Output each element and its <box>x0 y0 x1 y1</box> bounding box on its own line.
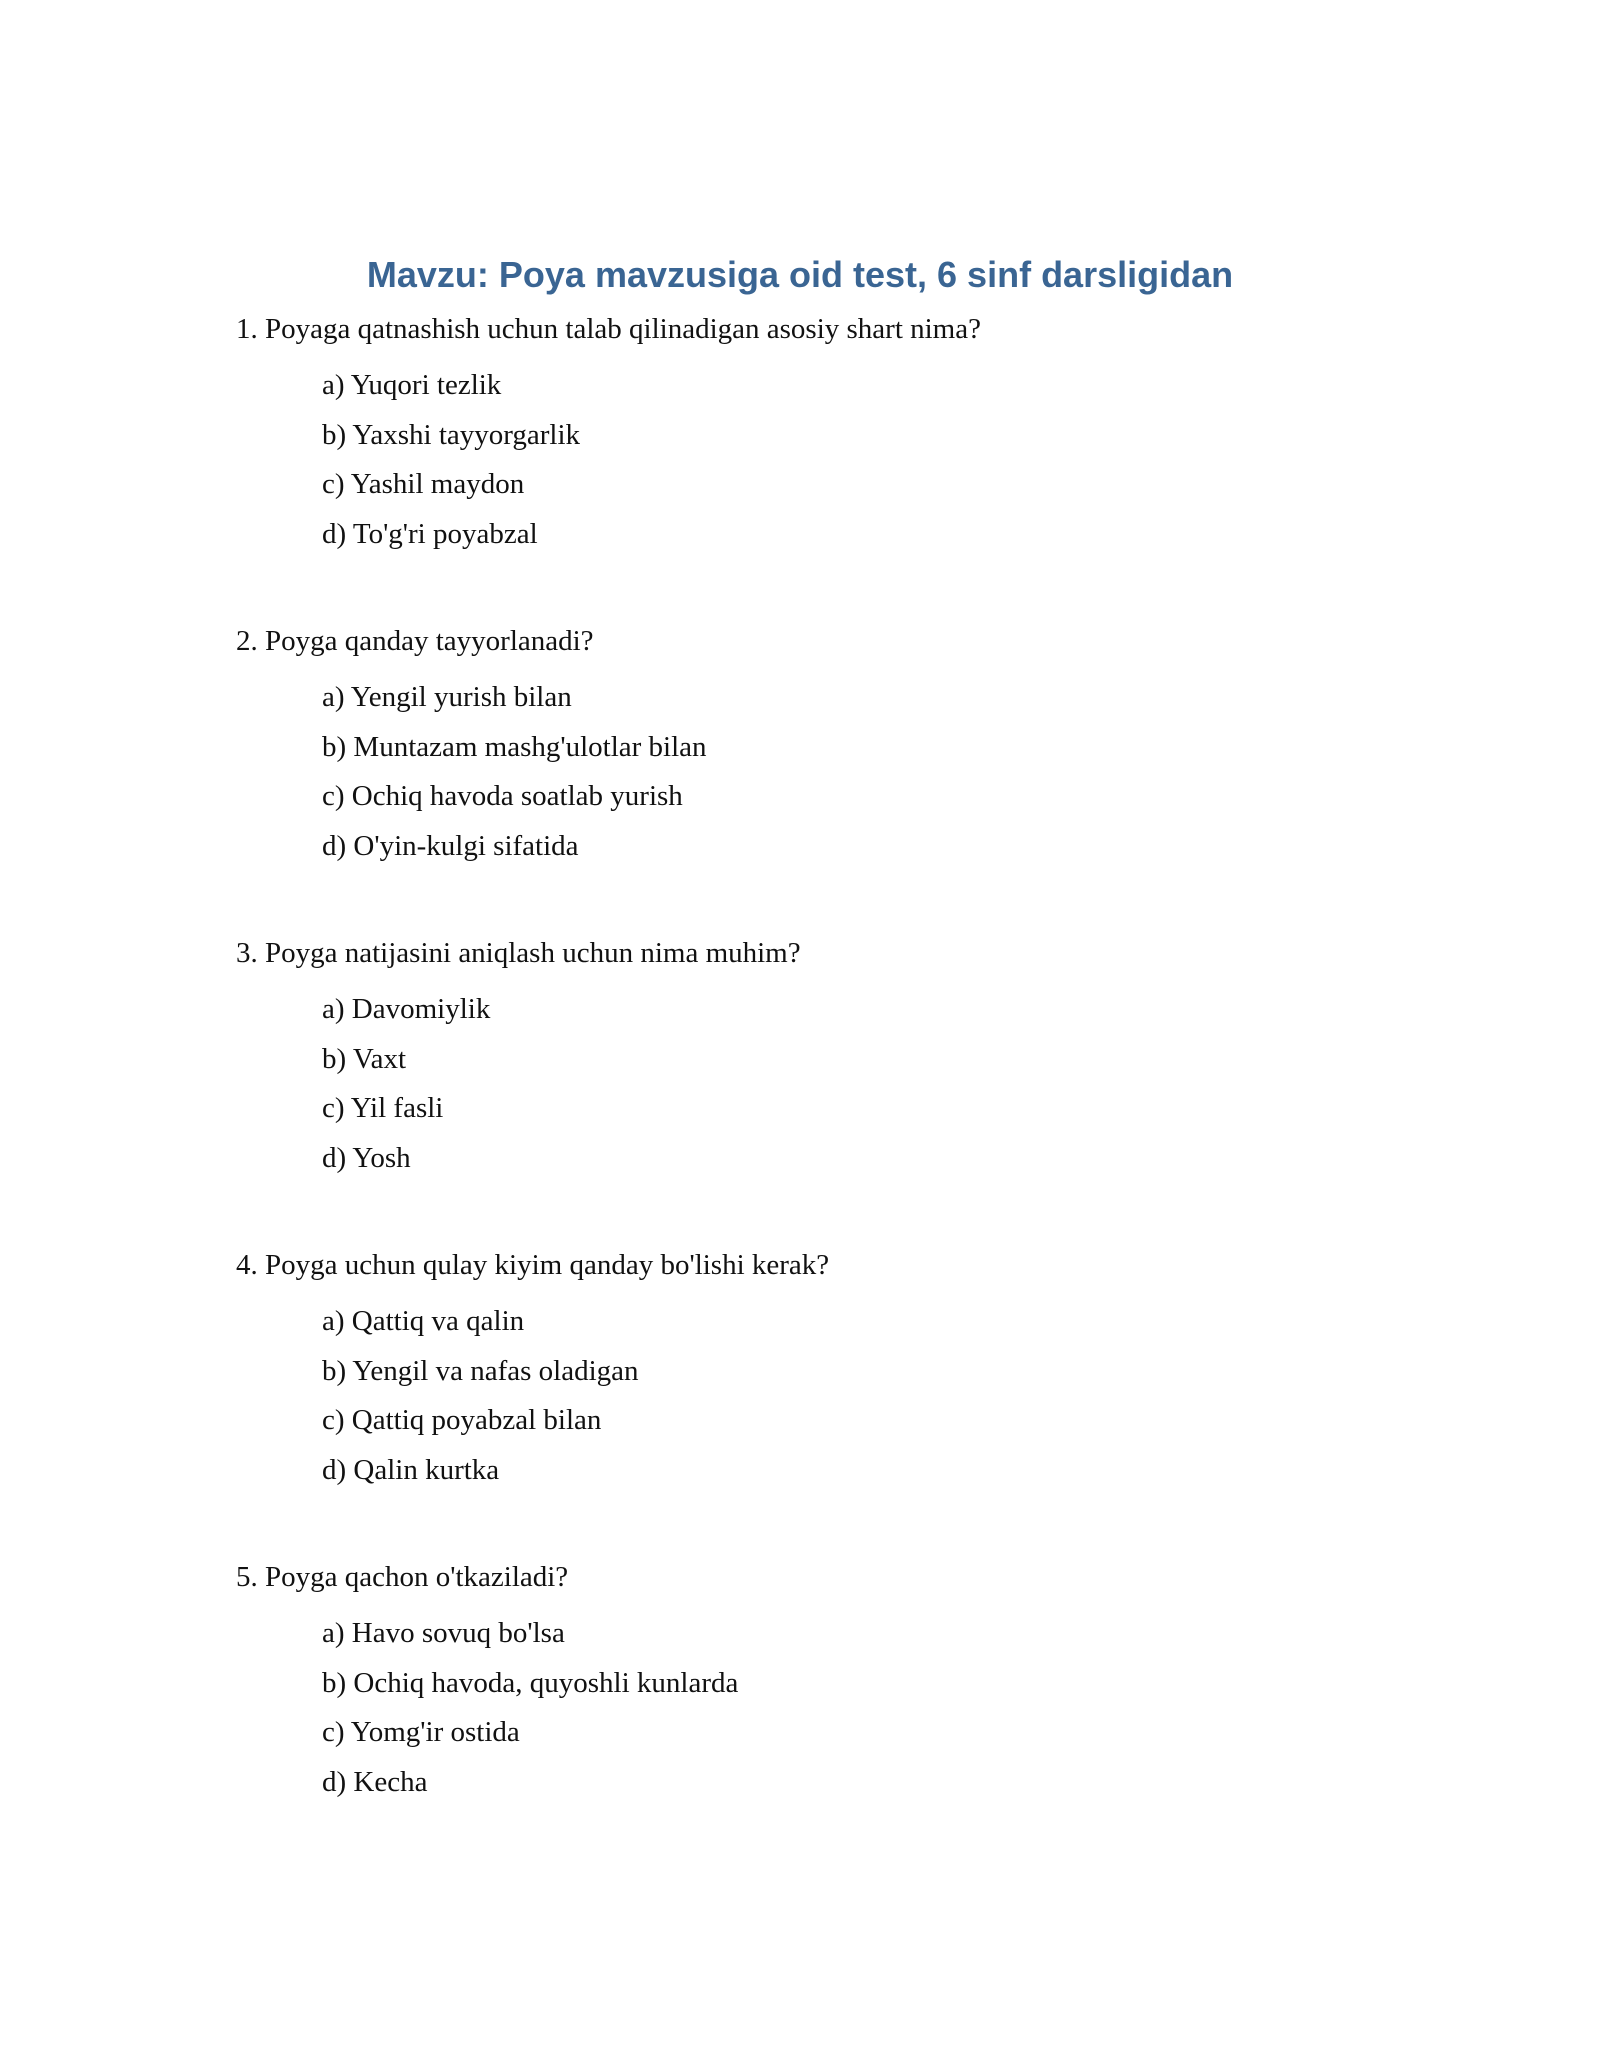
answer-option-c: c) Yomg'ir ostida <box>322 1716 520 1748</box>
answer-options <box>236 1297 1436 1495</box>
answer-option-a: a) Yuqori tezlik <box>322 369 502 401</box>
question-list <box>236 305 1436 1865</box>
answer-option-d: d) To'g'ri poyabzal <box>322 517 538 550</box>
document-title: Mavzu: Poya mavzusiga oid test, 6 sinf darsligidan <box>366 254 1234 295</box>
question-text: 5. Poyga qachon o'tkaziladi? <box>236 1561 569 1593</box>
answer-option-a: a) Davomiylik <box>322 993 491 1025</box>
answer-options <box>236 985 1436 1183</box>
question-text: 1. Poyaga qatnashish uchun talab qilinadigan asosiy shart nima? <box>236 313 981 345</box>
answer-option-a: a) Yengil yurish bilan <box>322 681 572 713</box>
answer-option-d: d) O'yin-kulgi sifatida <box>322 829 579 862</box>
answer-option-a: a) Qattiq va qalin <box>322 1305 525 1337</box>
answer-option-b: b) Ochiq havoda, quyoshli kunlarda <box>322 1666 739 1699</box>
question-text: 2. Poyga qanday tayyorlanadi? <box>236 625 594 657</box>
answer-option-d: d) Kecha <box>322 1765 428 1798</box>
answer-option-c: c) Yil fasli <box>322 1092 444 1124</box>
answer-option-a: a) Havo sovuq bo'lsa <box>322 1617 565 1649</box>
question-3 <box>236 929 1436 1183</box>
question-1 <box>236 305 1436 559</box>
question-text: 4. Poyga uchun qulay kiyim qanday bo'lishi kerak? <box>236 1249 830 1281</box>
answer-option-c: c) Qattiq poyabzal bilan <box>322 1404 602 1436</box>
answer-option-d: d) Qalin kurtka <box>322 1453 500 1486</box>
answer-option-b: b) Yengil va nafas oladigan <box>322 1354 639 1387</box>
answer-option-b: b) Vaxt <box>322 1042 407 1075</box>
question-4 <box>236 1241 1436 1495</box>
answer-option-c: c) Yashil maydon <box>322 468 525 500</box>
question-5 <box>236 1553 1436 1807</box>
answer-option-c: c) Ochiq havoda soatlab yurish <box>322 780 683 812</box>
answer-options <box>236 1609 1436 1807</box>
answer-option-d: d) Yosh <box>322 1141 411 1174</box>
answer-options <box>236 361 1436 559</box>
question-2 <box>236 617 1436 871</box>
answer-option-b: b) Yaxshi tayyorgarlik <box>322 418 581 451</box>
answer-options <box>236 673 1436 871</box>
answer-option-b: b) Muntazam mashg'ulotlar bilan <box>322 730 707 763</box>
question-text: 3. Poyga natijasini aniqlash uchun nima muhim? <box>236 937 801 969</box>
